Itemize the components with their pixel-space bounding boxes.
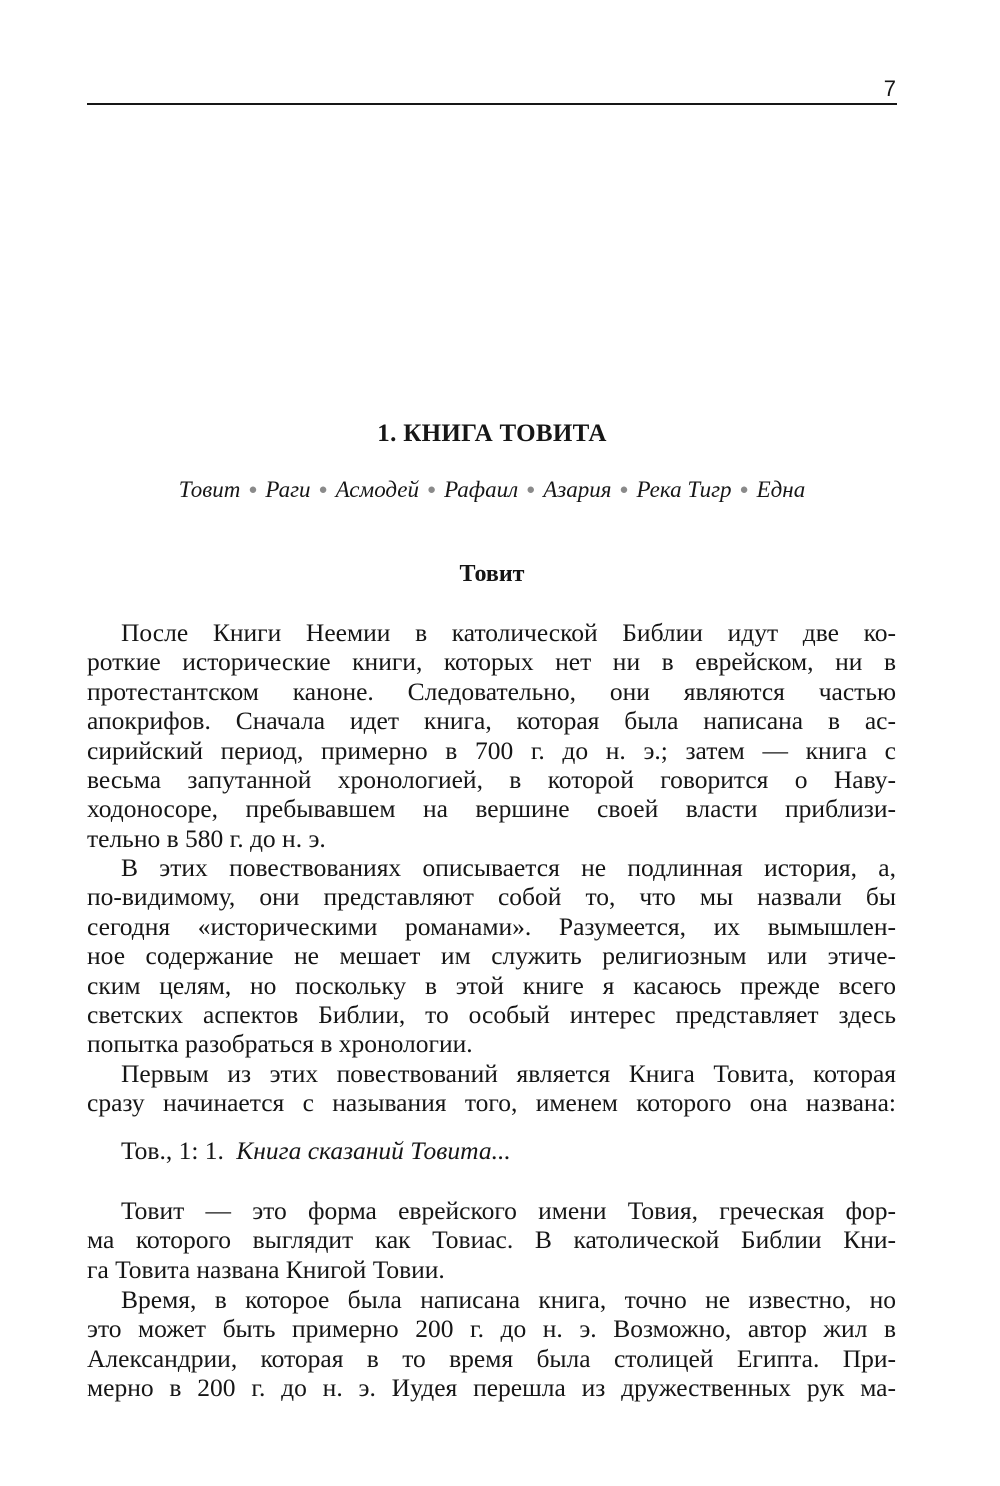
text-line: сразу начинается с называния того, именем которого она названа: — [87, 1088, 896, 1118]
text-line: В этих повествованиях описывается не подлинная история, а, — [121, 853, 896, 882]
text-line: роткие исторические книги, которых нет ни в еврейском, ни в — [87, 647, 896, 677]
chapter-title: 1. КНИГА ТОВИТА — [377, 420, 607, 447]
text-line: Первым из этих повествований является Книга Товита, которая — [121, 1059, 896, 1088]
paragraph — [87, 853, 896, 1059]
scripture-quote — [121, 1136, 881, 1166]
bullet-separator-icon: ● — [427, 482, 437, 498]
header-rule — [87, 103, 897, 105]
paragraph — [87, 1196, 896, 1284]
keyword: Една — [756, 477, 806, 502]
keyword: Азария — [543, 477, 612, 502]
keyword: Асмодей — [335, 477, 420, 502]
keyword: Рафаил — [444, 477, 519, 502]
bullet-separator-icon: ● — [318, 482, 328, 498]
paragraph — [87, 1059, 896, 1118]
bullet-separator-icon: ● — [248, 482, 258, 498]
text-line: га Товита названа Книгой Товии. — [87, 1254, 445, 1284]
keyword: Река Тигр — [636, 477, 732, 502]
quote-reference: Тов., 1: 1. — [121, 1136, 224, 1165]
paragraph — [87, 618, 896, 853]
keyword: Раги — [265, 477, 311, 502]
text-line: Товит — это форма еврейского имени Товия, греческая фор- — [121, 1196, 896, 1225]
paragraph — [87, 1285, 896, 1403]
text-line: весьма запутанной хронологией, в которой говорится о Наву- — [87, 764, 896, 794]
page-number: 7 — [883, 76, 896, 101]
text-line: ходоносоре, пребывавшем на вершине своей власти приблизи- — [87, 794, 896, 824]
text-line: протестантском каноне. Следовательно, они являются частью — [87, 676, 896, 706]
text-line: ма которого выглядит как Товиас. В католической Библии Кни- — [87, 1225, 896, 1255]
text-line: апокрифов. Сначала идет книга, которая была написана в ас- — [87, 706, 896, 736]
text-line: по-видимому, они представляют собой то, что мы назвали бы — [87, 882, 896, 912]
quote-text: Книга сказаний Товита... — [236, 1136, 511, 1165]
bullet-separator-icon: ● — [619, 482, 629, 498]
text-line: светских аспектов Библии, то особый интерес представляет здесь — [87, 999, 896, 1029]
text-line: тельно в 580 г. до н. э. — [87, 823, 326, 853]
text-line: сирийский период, примерно в 700 г. до н. э.; затем — книга с — [87, 735, 896, 765]
text-line: это может быть примерно 200 г. до н. э. Возможно, автор жил в — [87, 1314, 896, 1344]
text-line: попытка разобраться в хронологии. — [87, 1029, 473, 1059]
keyword: Товит — [178, 477, 241, 502]
text-line: После Книги Неемии в католической Библии идут две ко- — [121, 618, 896, 647]
text-line: Время, в которое была написана книга, точно не известно, но — [121, 1285, 896, 1314]
text-line: ное содержание не мешает им служить религиозным или этиче- — [87, 941, 896, 971]
text-line: Александрии, которая в то время была столицей Египта. При- — [87, 1343, 896, 1373]
section-title: Товит — [459, 561, 525, 587]
text-line: мерно в 200 г. до н. э. Иудея перешла из дружественных рук ма- — [87, 1373, 896, 1403]
bullet-separator-icon: ● — [739, 482, 749, 498]
bullet-separator-icon: ● — [526, 482, 536, 498]
text-line: сегодня «историческими романами». Разумеется, их вымышлен- — [87, 911, 896, 941]
text-line: ским целям, но поскольку в этой книге я касаюсь прежде всего — [87, 970, 896, 1000]
chapter-keywords — [87, 474, 897, 509]
